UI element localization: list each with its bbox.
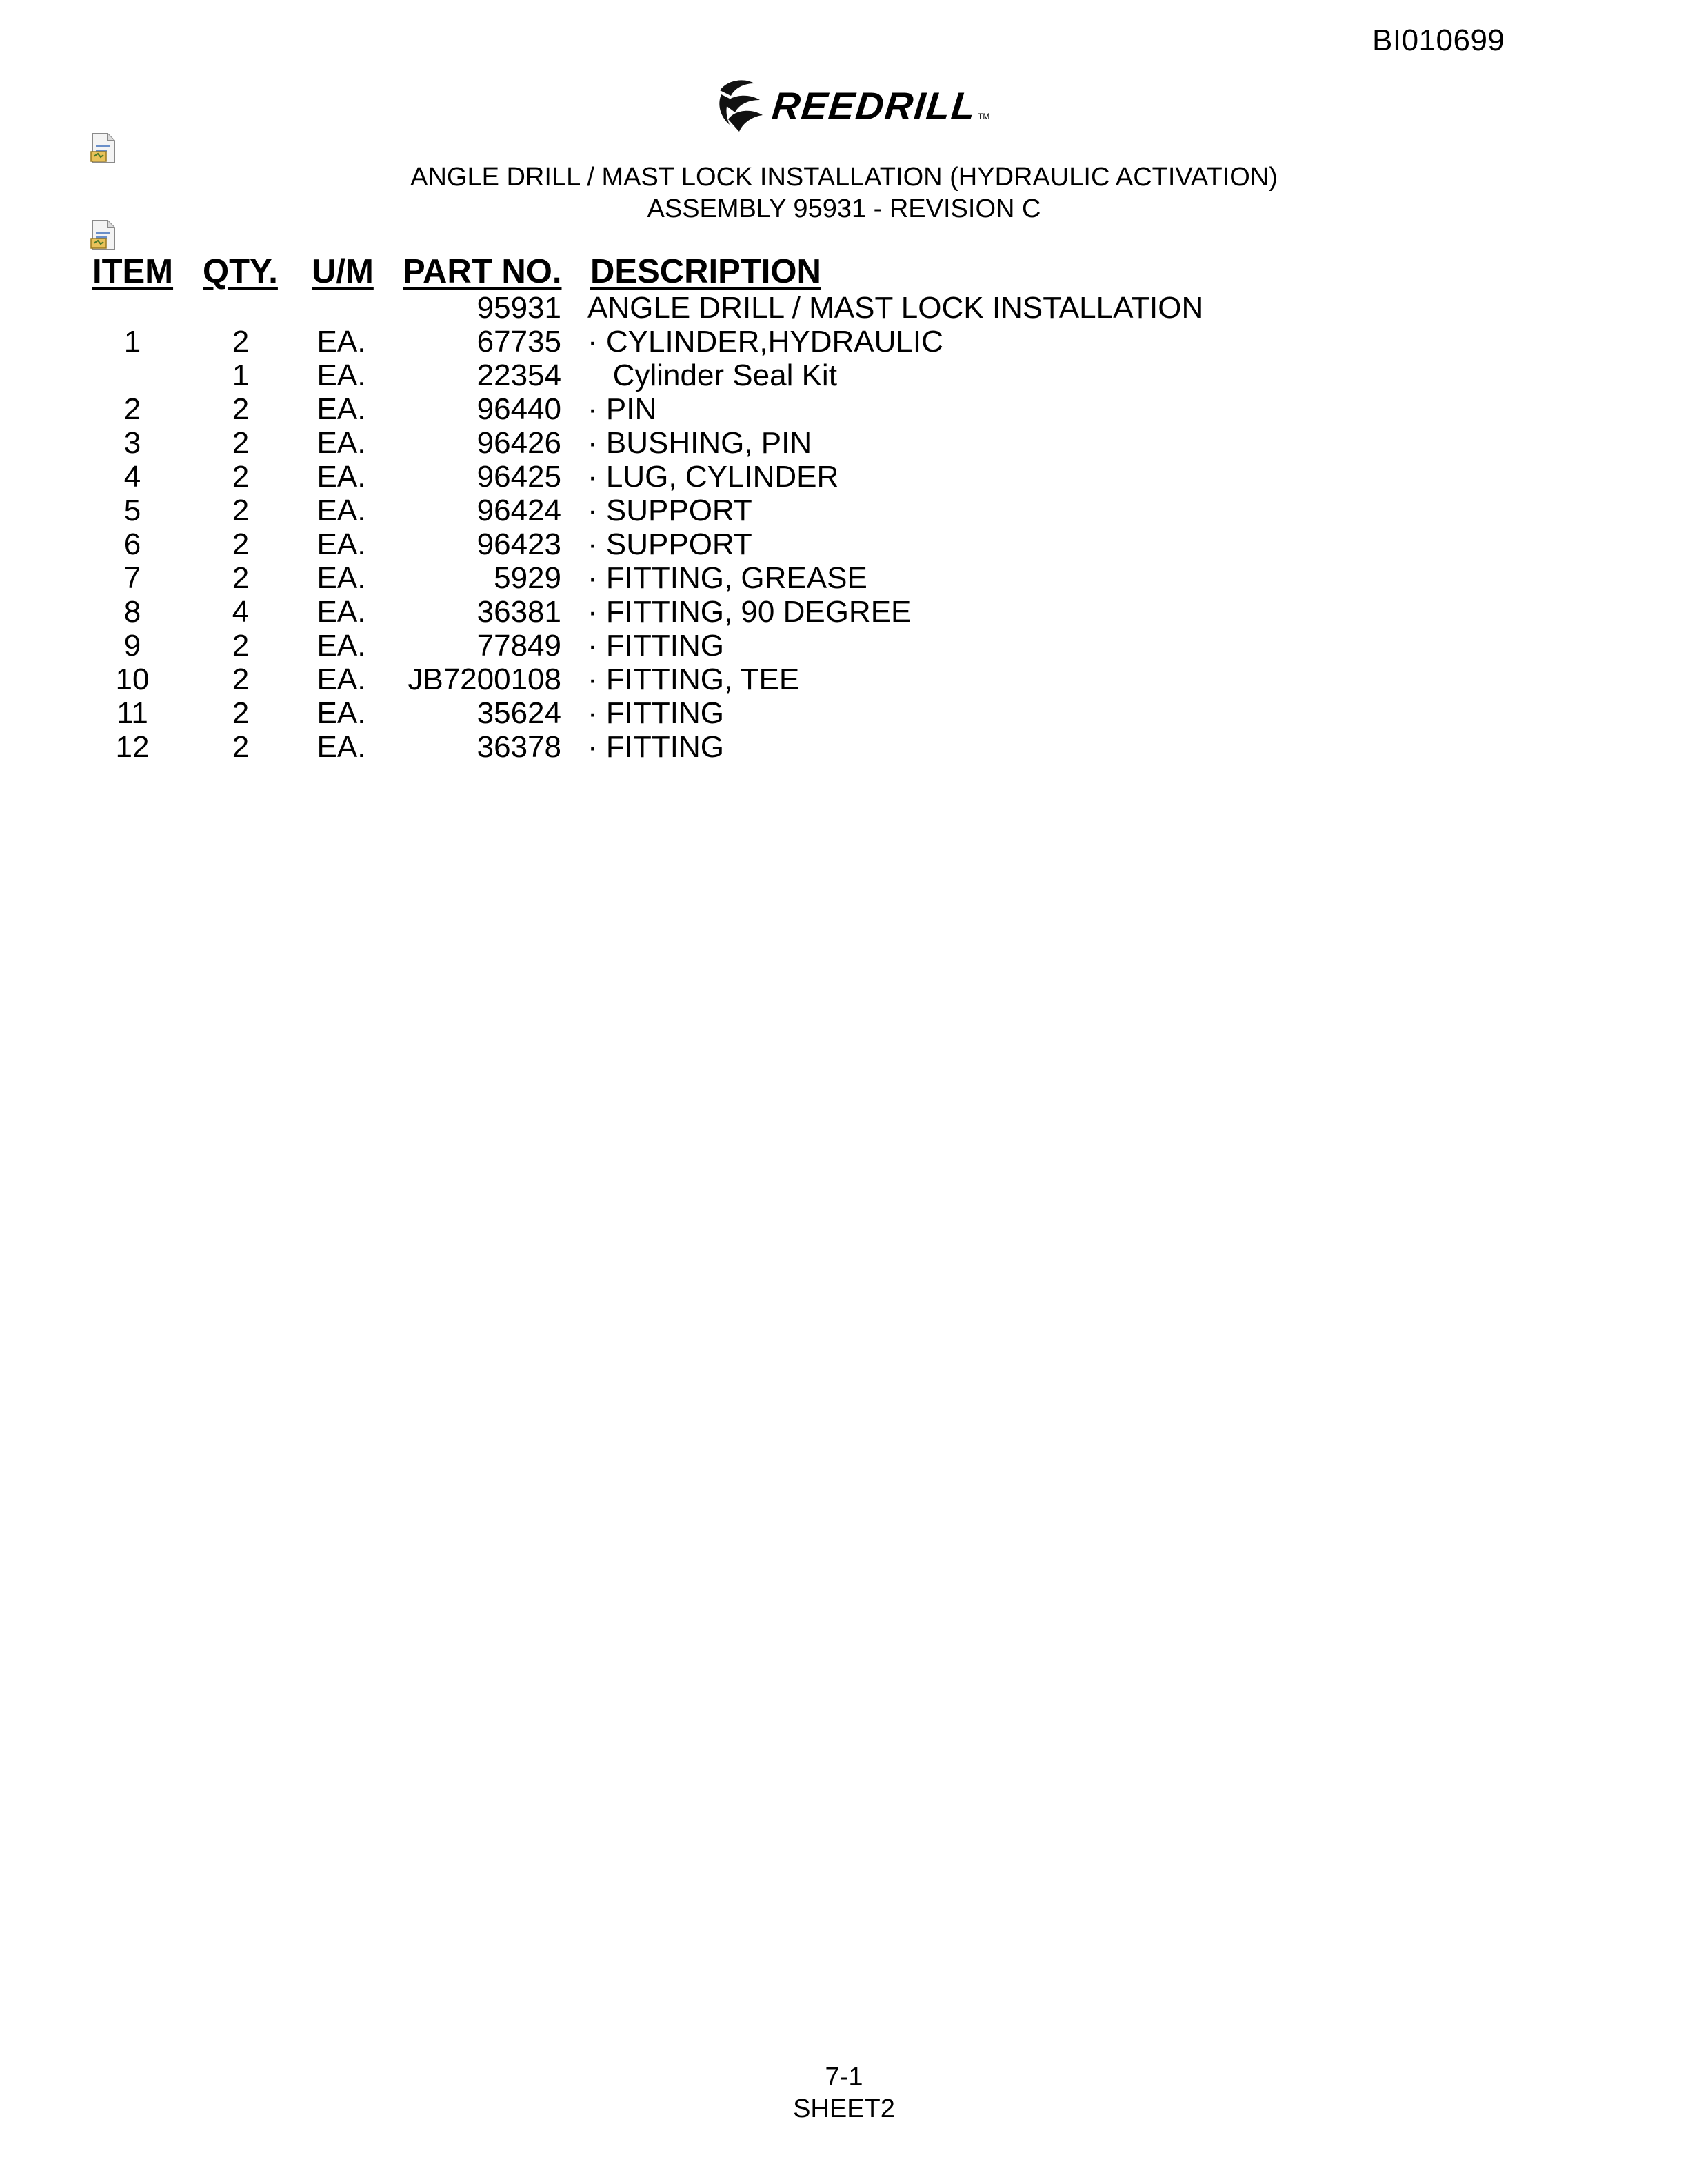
- quantity: 2: [232, 325, 250, 358]
- item-number: 3: [123, 426, 141, 460]
- quantity: 2: [232, 663, 250, 696]
- parts-row: [0, 290, 1688, 323]
- description: · FITTING: [587, 696, 724, 730]
- unit-of-measure: EA.: [316, 325, 366, 358]
- quantity: 2: [232, 460, 250, 494]
- quantity: 2: [232, 392, 250, 426]
- reedrill-swirl-icon: [714, 77, 765, 134]
- quantity: 1: [232, 358, 250, 392]
- part-number: 77849: [476, 629, 561, 663]
- quantity: 2: [232, 730, 250, 764]
- description: · FITTING, GREASE: [587, 561, 867, 595]
- quantity: 2: [232, 561, 250, 595]
- item-number: 5: [123, 494, 141, 527]
- description: Cylinder Seal Kit: [587, 358, 837, 392]
- unit-of-measure: EA.: [316, 527, 366, 561]
- parts-list: [0, 250, 1688, 762]
- quantity: 2: [232, 527, 250, 561]
- parts-row: [0, 458, 1688, 492]
- quantity: 2: [232, 696, 250, 730]
- parts-row: [0, 323, 1688, 357]
- unit-of-measure: EA.: [316, 358, 366, 392]
- description: · CYLINDER,HYDRAULIC: [587, 325, 943, 358]
- unit-of-measure: EA.: [316, 663, 366, 696]
- unit-of-measure: EA.: [316, 392, 366, 426]
- description: · FITTING, TEE: [587, 663, 800, 696]
- part-number: 96423: [476, 527, 561, 561]
- unit-of-measure: EA.: [316, 460, 366, 494]
- parts-row: [0, 661, 1688, 695]
- item-number: 7: [123, 561, 141, 595]
- quantity: 2: [232, 426, 250, 460]
- description: · SUPPORT: [587, 494, 752, 527]
- parts-row: [0, 492, 1688, 526]
- parts-row: [0, 526, 1688, 560]
- parts-row: [0, 594, 1688, 627]
- item-number: 10: [115, 663, 150, 696]
- sheet-label: SHEET2: [793, 2094, 895, 2123]
- quantity: 2: [232, 629, 250, 663]
- column-header-item: ITEM: [92, 253, 174, 290]
- item-number: 9: [123, 629, 141, 663]
- parts-row: [0, 695, 1688, 729]
- part-number: JB7200108: [408, 663, 561, 696]
- parts-row: [0, 425, 1688, 458]
- part-number: 35624: [476, 696, 561, 730]
- column-header-qty: QTY.: [203, 253, 278, 290]
- description: · SUPPORT: [587, 527, 752, 561]
- parts-row: [0, 729, 1688, 762]
- description: · BUSHING, PIN: [587, 426, 812, 460]
- part-number: 5929: [494, 561, 561, 595]
- column-header-description: DESCRIPTION: [590, 253, 821, 290]
- column-header-part-no: PART NO.: [403, 253, 562, 290]
- quantity: 4: [232, 595, 250, 629]
- assembly-title: ANGLE DRILL / MAST LOCK INSTALLATION (HYDRAULIC ACTIVATION): [410, 163, 1278, 192]
- description: · FITTING, 90 DEGREE: [587, 595, 912, 629]
- item-number: 6: [123, 527, 141, 561]
- part-number: 96424: [476, 494, 561, 527]
- quantity: 2: [232, 494, 250, 527]
- part-number: 22354: [476, 358, 561, 392]
- parts-list-header: [0, 250, 1688, 290]
- unit-of-measure: EA.: [316, 730, 366, 764]
- unit-of-measure: EA.: [316, 595, 366, 629]
- page-number: 7-1: [825, 2063, 863, 2092]
- unit-of-measure: EA.: [316, 561, 366, 595]
- assembly-revision: ASSEMBLY 95931 - REVISION C: [647, 194, 1041, 223]
- unit-of-measure: EA.: [316, 426, 366, 460]
- parts-row: [0, 391, 1688, 425]
- part-number: 96426: [476, 426, 561, 460]
- item-number: 2: [123, 392, 141, 426]
- part-number: 36378: [476, 730, 561, 764]
- parts-row: [0, 357, 1688, 391]
- description: · FITTING: [587, 730, 724, 764]
- part-number: 95931: [476, 291, 561, 325]
- item-number: 12: [115, 730, 150, 764]
- document-id: BI010699: [1372, 23, 1505, 57]
- page-footer: [0, 2061, 1688, 2125]
- description: · PIN: [587, 392, 657, 426]
- description: ANGLE DRILL / MAST LOCK INSTALLATION: [587, 291, 1204, 325]
- unit-of-measure: EA.: [316, 494, 366, 527]
- unit-of-measure: EA.: [316, 696, 366, 730]
- reedrill-logo: [714, 74, 989, 136]
- item-number: 8: [123, 595, 141, 629]
- parts-row: [0, 560, 1688, 594]
- description: · LUG, CYLINDER: [587, 460, 839, 494]
- column-header-um: U/M: [312, 253, 374, 290]
- part-number: 36381: [476, 595, 561, 629]
- description: · FITTING: [587, 629, 724, 663]
- item-number: 11: [117, 696, 148, 730]
- logo-wordmark: REEDRILL: [770, 83, 979, 128]
- item-number: 1: [123, 325, 141, 358]
- document-attachment-icon[interactable]: [90, 132, 117, 164]
- part-number: 96440: [476, 392, 561, 426]
- unit-of-measure: EA.: [316, 629, 366, 663]
- assembly-title-block: [0, 161, 1688, 225]
- item-number: 4: [123, 460, 141, 494]
- part-number: 67735: [476, 325, 561, 358]
- parts-row: [0, 627, 1688, 661]
- logo-trademark: TM: [978, 112, 990, 121]
- part-number: 96425: [476, 460, 561, 494]
